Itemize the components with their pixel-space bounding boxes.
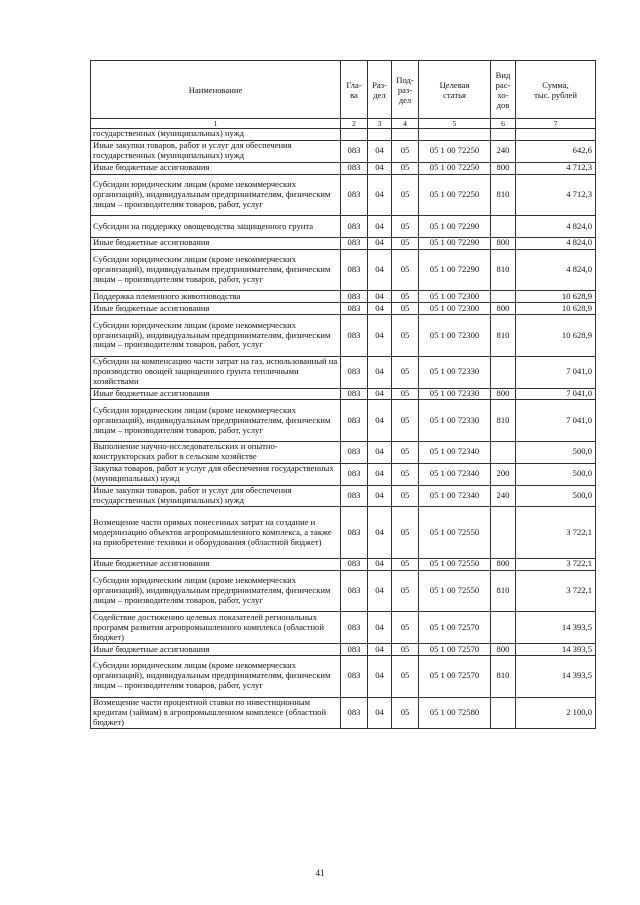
cell-glava: 083: [341, 388, 368, 400]
cell-statya: 05 1 00 72290: [419, 216, 491, 238]
cell-statya: 05 1 00 72340: [419, 442, 491, 464]
cell-podrazdel: 05: [392, 570, 419, 612]
cell-statya: 05 1 00 72580: [419, 697, 491, 729]
cell-statya: 05 1 00 72550: [419, 507, 491, 559]
cell-name: Закупка товаров, работ и услуг для обеспечения государственных (муниципальных) нужд: [91, 463, 341, 485]
cell-glava: 083: [341, 485, 368, 507]
table-row: [91, 570, 596, 612]
table-body: [91, 129, 596, 729]
table-row: [91, 463, 596, 485]
cell-vid: 800: [491, 303, 516, 315]
cell-summa: 4 712,3: [516, 174, 596, 216]
column-number: 4: [392, 119, 419, 129]
cell-name: Субсидии юридическим лицам (кроме некоммерческих организаций), индивидуальным предпринимателям, физическим лицам – производителям товаров, работ, услуг: [91, 249, 341, 291]
column-number: 7: [516, 119, 596, 129]
cell-statya: 05 1 00 72290: [419, 237, 491, 249]
cell-razdel: 04: [368, 644, 392, 656]
cell-name: Иные бюджетные ассигнования: [91, 388, 341, 400]
cell-glava: 083: [341, 558, 368, 570]
cell-glava: 083: [341, 356, 368, 388]
cell-summa: [516, 129, 596, 141]
table-row: [91, 237, 596, 249]
cell-razdel: 04: [368, 237, 392, 249]
cell-vid: 800: [491, 388, 516, 400]
cell-vid: 800: [491, 237, 516, 249]
cell-statya: 05 1 00 72250: [419, 140, 491, 162]
cell-name: государственных (муниципальных) нужд: [91, 129, 341, 141]
cell-razdel: 04: [368, 216, 392, 238]
document-page: [90, 60, 595, 729]
cell-razdel: 04: [368, 315, 392, 357]
column-number-row: [91, 119, 596, 129]
table-row: [91, 303, 596, 315]
cell-name: Возмещение части прямых понесенных затрат на создание и модернизацию объектов агропромышленного комплекса, а также на приобретение техники и оборудования (областной бюджет): [91, 507, 341, 559]
cell-statya: 05 1 00 72330: [419, 388, 491, 400]
cell-razdel: 04: [368, 140, 392, 162]
cell-glava: 083: [341, 655, 368, 697]
cell-podrazdel: 05: [392, 697, 419, 729]
cell-summa: 500,0: [516, 463, 596, 485]
cell-summa: 7 041,0: [516, 400, 596, 442]
header-razdel: Раз- дел: [368, 61, 392, 119]
cell-vid: 200: [491, 463, 516, 485]
cell-razdel: 04: [368, 291, 392, 303]
cell-podrazdel: 05: [392, 644, 419, 656]
table-row: [91, 558, 596, 570]
cell-statya: 05 1 00 72550: [419, 558, 491, 570]
cell-podrazdel: 05: [392, 388, 419, 400]
cell-glava: 083: [341, 400, 368, 442]
cell-razdel: 04: [368, 507, 392, 559]
header-statya: Целевая статья: [419, 61, 491, 119]
cell-podrazdel: 05: [392, 442, 419, 464]
cell-summa: 14 393,5: [516, 655, 596, 697]
cell-vid: [491, 129, 516, 141]
cell-podrazdel: 05: [392, 237, 419, 249]
cell-glava: [341, 129, 368, 141]
cell-statya: 05 1 00 72330: [419, 400, 491, 442]
cell-razdel: 04: [368, 249, 392, 291]
cell-podrazdel: 05: [392, 612, 419, 644]
cell-summa: 3 722,1: [516, 570, 596, 612]
cell-razdel: 04: [368, 655, 392, 697]
cell-glava: 083: [341, 174, 368, 216]
cell-podrazdel: 05: [392, 507, 419, 559]
cell-name: Поддержка племенного животноводства: [91, 291, 341, 303]
page-number: 41: [315, 868, 325, 878]
cell-glava: 083: [341, 570, 368, 612]
cell-razdel: 04: [368, 388, 392, 400]
table-row: [91, 216, 596, 238]
cell-name: Иные закупки товаров, работ и услуг для обеспечения государственных (муниципальных) нужд: [91, 140, 341, 162]
cell-razdel: 04: [368, 442, 392, 464]
table-row: [91, 612, 596, 644]
cell-podrazdel: 05: [392, 174, 419, 216]
cell-summa: 642,6: [516, 140, 596, 162]
cell-podrazdel: 05: [392, 216, 419, 238]
cell-name: Субсидии юридическим лицам (кроме некоммерческих организаций), индивидуальным предпринимателям, физическим лицам – производителям товаров, работ, услуг: [91, 315, 341, 357]
cell-statya: [419, 129, 491, 141]
cell-glava: 083: [341, 249, 368, 291]
table-row: [91, 697, 596, 729]
table-row: [91, 400, 596, 442]
cell-name: Субсидии юридическим лицам (кроме некоммерческих организаций), индивидуальным предпринимателям, физическим лицам – производителям товаров, работ, услуг: [91, 655, 341, 697]
header-podrazdel: Под- раз- дел: [392, 61, 419, 119]
cell-summa: 2 100,0: [516, 697, 596, 729]
cell-statya: 05 1 00 72570: [419, 655, 491, 697]
header-glava: Гла- ва: [341, 61, 368, 119]
cell-statya: 05 1 00 72570: [419, 644, 491, 656]
cell-summa: 3 722,1: [516, 507, 596, 559]
cell-name: Субсидии юридическим лицам (кроме некоммерческих организаций), индивидуальным предпринимателям, физическим лицам – производителям товаров, работ, услуг: [91, 174, 341, 216]
cell-podrazdel: 05: [392, 315, 419, 357]
column-number: 2: [341, 119, 368, 129]
cell-glava: 083: [341, 162, 368, 174]
cell-name: Иные бюджетные ассигнования: [91, 303, 341, 315]
cell-glava: 083: [341, 697, 368, 729]
column-number: 3: [368, 119, 392, 129]
cell-podrazdel: 05: [392, 485, 419, 507]
cell-summa: 4 824,0: [516, 249, 596, 291]
table-row: [91, 249, 596, 291]
cell-vid: 240: [491, 485, 516, 507]
table-row: [91, 291, 596, 303]
cell-summa: 4 824,0: [516, 216, 596, 238]
cell-podrazdel: 05: [392, 400, 419, 442]
table-row: [91, 388, 596, 400]
cell-name: Субсидии на поддержку овощеводства защищенного грунта: [91, 216, 341, 238]
cell-name: Иные бюджетные ассигнования: [91, 237, 341, 249]
cell-summa: 500,0: [516, 485, 596, 507]
cell-razdel: 04: [368, 463, 392, 485]
cell-statya: 05 1 00 72300: [419, 315, 491, 357]
cell-glava: 083: [341, 315, 368, 357]
cell-razdel: 04: [368, 400, 392, 442]
cell-vid: 810: [491, 315, 516, 357]
cell-razdel: 04: [368, 558, 392, 570]
cell-summa: 14 393,5: [516, 644, 596, 656]
cell-razdel: 04: [368, 356, 392, 388]
cell-vid: 810: [491, 174, 516, 216]
table-row: [91, 644, 596, 656]
cell-vid: [491, 612, 516, 644]
table-row: [91, 356, 596, 388]
table-row: [91, 655, 596, 697]
cell-summa: 500,0: [516, 442, 596, 464]
cell-podrazdel: [392, 129, 419, 141]
cell-statya: 05 1 00 72290: [419, 249, 491, 291]
cell-vid: 800: [491, 558, 516, 570]
cell-summa: 10 628,9: [516, 291, 596, 303]
cell-summa: 14 393,5: [516, 612, 596, 644]
cell-vid: 810: [491, 400, 516, 442]
cell-statya: 05 1 00 72250: [419, 162, 491, 174]
cell-glava: 083: [341, 291, 368, 303]
cell-statya: 05 1 00 72300: [419, 303, 491, 315]
cell-glava: 083: [341, 463, 368, 485]
cell-name: Субсидии юридическим лицам (кроме некоммерческих организаций), индивидуальным предпринимателям, физическим лицам – производителям товаров, работ, услуг: [91, 570, 341, 612]
table-row: [91, 442, 596, 464]
cell-statya: 05 1 00 72570: [419, 612, 491, 644]
column-number: 5: [419, 119, 491, 129]
cell-vid: [491, 507, 516, 559]
cell-vid: [491, 291, 516, 303]
cell-podrazdel: 05: [392, 291, 419, 303]
header-row: [91, 61, 596, 119]
cell-statya: 05 1 00 72550: [419, 570, 491, 612]
cell-podrazdel: 05: [392, 463, 419, 485]
cell-podrazdel: 05: [392, 655, 419, 697]
cell-summa: 7 041,0: [516, 388, 596, 400]
cell-razdel: 04: [368, 485, 392, 507]
cell-glava: 083: [341, 303, 368, 315]
cell-glava: 083: [341, 442, 368, 464]
cell-podrazdel: 05: [392, 303, 419, 315]
cell-podrazdel: 05: [392, 356, 419, 388]
cell-glava: 083: [341, 216, 368, 238]
column-number: 1: [91, 119, 341, 129]
table-row: [91, 174, 596, 216]
cell-name: Содействие достижению целевых показателей региональных программ развития агропромышленного комплекса (областной бюджет): [91, 612, 341, 644]
cell-name: Субсидии на компенсацию части затрат на газ, использованный на производство овощей защищенного грунта тепличными хозяйствами: [91, 356, 341, 388]
header-vid: Вид рас- хо- дов: [491, 61, 516, 119]
cell-vid: 800: [491, 644, 516, 656]
cell-vid: [491, 697, 516, 729]
table-row: [91, 315, 596, 357]
cell-vid: [491, 442, 516, 464]
cell-razdel: 04: [368, 612, 392, 644]
cell-statya: 05 1 00 72340: [419, 485, 491, 507]
cell-glava: 083: [341, 237, 368, 249]
cell-name: Субсидии юридическим лицам (кроме некоммерческих организаций), индивидуальным предпринимателям, физическим лицам – производителям товаров, работ, услуг: [91, 400, 341, 442]
cell-podrazdel: 05: [392, 162, 419, 174]
cell-glava: 083: [341, 644, 368, 656]
cell-vid: 240: [491, 140, 516, 162]
cell-name: Иные бюджетные ассигнования: [91, 558, 341, 570]
cell-name: Возмещение части процентной ставки по инвестиционным кредитам (займам) в агропромышленном комплексе (областной бюджет): [91, 697, 341, 729]
cell-glava: 083: [341, 140, 368, 162]
cell-razdel: 04: [368, 570, 392, 612]
cell-name: Выполнение научно-исследовательских и опытно-конструкторских работ в сельском хозяйстве: [91, 442, 341, 464]
cell-glava: 083: [341, 612, 368, 644]
cell-razdel: [368, 129, 392, 141]
table-row: [91, 140, 596, 162]
cell-vid: 810: [491, 570, 516, 612]
cell-podrazdel: 05: [392, 558, 419, 570]
cell-razdel: 04: [368, 162, 392, 174]
header-summa: Сумма, тыс. рублей: [516, 61, 596, 119]
cell-vid: [491, 216, 516, 238]
cell-name: Иные закупки товаров, работ и услуг для обеспечения государственных (муниципальных) нужд: [91, 485, 341, 507]
cell-summa: 4 824,0: [516, 237, 596, 249]
cell-podrazdel: 05: [392, 249, 419, 291]
cell-statya: 05 1 00 72300: [419, 291, 491, 303]
cell-summa: 4 712,3: [516, 162, 596, 174]
cell-razdel: 04: [368, 174, 392, 216]
table-row: [91, 485, 596, 507]
cell-name: Иные бюджетные ассигнования: [91, 162, 341, 174]
cell-name: Иные бюджетные ассигнования: [91, 644, 341, 656]
cell-statya: 05 1 00 72250: [419, 174, 491, 216]
column-number: 6: [491, 119, 516, 129]
cell-summa: 7 041,0: [516, 356, 596, 388]
cell-vid: [491, 356, 516, 388]
table-row: [91, 162, 596, 174]
cell-vid: 800: [491, 162, 516, 174]
header-name: Наименование: [91, 61, 341, 119]
budget-table: [90, 60, 596, 729]
cell-razdel: 04: [368, 697, 392, 729]
table-row: [91, 129, 596, 141]
cell-statya: 05 1 00 72330: [419, 356, 491, 388]
cell-vid: 810: [491, 655, 516, 697]
cell-summa: 10 628,9: [516, 315, 596, 357]
cell-glava: 083: [341, 507, 368, 559]
cell-podrazdel: 05: [392, 140, 419, 162]
cell-summa: 10 628,9: [516, 303, 596, 315]
table-row: [91, 507, 596, 559]
cell-razdel: 04: [368, 303, 392, 315]
cell-vid: 810: [491, 249, 516, 291]
cell-statya: 05 1 00 72340: [419, 463, 491, 485]
cell-summa: 3 722,1: [516, 558, 596, 570]
